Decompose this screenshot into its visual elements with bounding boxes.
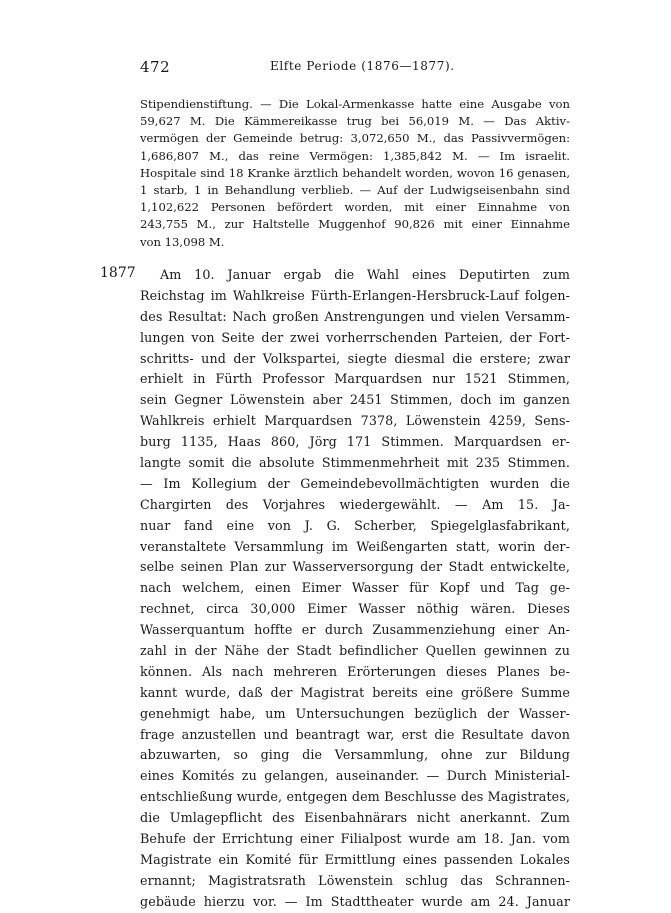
text-line: erhielt in Fürth Professor Marquardsen nur 1521 Stimmen,	[140, 371, 570, 387]
text-line: ernannt; Magistratsrath Löwenstein schlug das Schrannen-	[140, 872, 570, 888]
text-line: 59,627 M. Die Kämmereikasse trug bei 56,019 M. — Das Aktiv-	[140, 114, 570, 129]
text-line: von 13,098 M.	[140, 234, 225, 249]
text-line: Magistrate ein Komité für Ermittlung eines passenden Lokales	[140, 851, 570, 867]
margin-year: 1877	[100, 265, 136, 281]
text-line: entschließung wurde, entgegen dem Beschlusse des Magistrates,	[140, 789, 570, 805]
text-line: Behufe der Errichtung einer Filialpost wurde am 18. Jan. vom	[140, 831, 570, 847]
text-line: genehmigt habe, um Untersuchungen bezüglich der Wasser-	[140, 705, 570, 721]
text-line: Reichstag im Wahlkreise Fürth-Erlangen-Hersbruck-Lauf folgen-	[140, 287, 570, 303]
text-line: die Umlagepflicht des Eisenbahnärars nicht anerkannt. Zum	[140, 810, 570, 826]
text-line: nach welchem, einen Eimer Wasser für Kopf und Tag ge-	[140, 580, 570, 596]
text-line: rechnet, circa 30,000 Eimer Wasser nöthig wären. Dieses	[140, 601, 570, 617]
text-line: veranstaltete Versammlung im Weißengarten statt, worin der-	[140, 538, 570, 554]
text-line: sein Gegner Löwenstein aber 2451 Stimmen, doch im ganzen	[140, 392, 570, 408]
text-line: 243,755 M., zur Haltstelle Muggenhof 90,826 mit einer Einnahme	[140, 217, 570, 232]
text-line: vermögen der Gemeinde betrug: 3,072,650 M., das Passivvermögen:	[140, 131, 570, 146]
text-line: Stipendienstiftung. — Die Lokal-Armenkasse hatte eine Ausgabe von	[140, 97, 570, 111]
text-line: nuar fand eine von J. G. Scherber, Spiegelglasfabrikant,	[140, 517, 570, 533]
text-line: burg 1135, Haas 860, Jörg 171 Stimmen. Marquardsen er-	[140, 434, 570, 450]
text-line: — Im Kollegium der Gemeindebevollmächtigten wurden die	[140, 475, 570, 491]
page-number: 472	[140, 58, 171, 76]
text-line: des Resultat: Nach großen Anstrengungen und vielen Versamm-	[140, 308, 570, 324]
text-line: Wasserquantum hoffte er durch Zusammenziehung einer An-	[140, 622, 570, 638]
text-line: zahl in der Nähe der Stadt befindlicher Quellen gewinnen zu	[140, 643, 570, 659]
page-header	[140, 58, 570, 78]
text-line: 1,102,622 Personen befördert worden, mit einer Einnahme von	[140, 200, 570, 215]
main-paragraph	[140, 265, 570, 913]
running-title: Elfte Periode (1876—1877).	[270, 59, 455, 73]
text-line: frage anzustellen und beantragt war, erst die Resultate davon	[140, 726, 570, 742]
text-line: können. Als nach mehreren Erörterungen dieses Planes be-	[140, 663, 570, 679]
text-line: kannt wurde, daß der Magistrat bereits eine größere Summe	[140, 684, 570, 700]
text-line: gebäude hierzu vor. — Im Stadttheater wurde am 24. Januar	[140, 893, 570, 909]
text-line: selbe seinen Plan zur Wasserversorgung der Stadt entwickelte,	[140, 559, 570, 575]
text-line: schritts- und der Volkspartei, siegte diesmal die erstere; zwar	[140, 350, 570, 366]
text-line: langte somit die absolute Stimmenmehrheit mit 235 Stimmen.	[140, 455, 570, 471]
text-line: lungen von Seite der zwei vorherrschenden Parteien, der Fort-	[140, 329, 570, 345]
text-line: abzuwarten, so ging die Versammlung, ohne zur Bildung	[140, 747, 570, 763]
text-line: eines Komités zu gelangen, auseinander. — Durch Ministerial-	[140, 768, 570, 784]
continued-paragraph	[140, 96, 570, 251]
text-line: Chargirten des Vorjahres wiedergewählt. — Am 15. Ja-	[140, 496, 570, 512]
text-line: Wahlkreis erhielt Marquardsen 7378, Löwenstein 4259, Sens-	[140, 413, 570, 429]
text-line: 1 starb, 1 in Behandlung verblieb. — Auf der Ludwigseisenbahn sind	[140, 182, 570, 197]
text-line: Am 10. Januar ergab die Wahl eines Deputirten zum	[160, 267, 570, 282]
text-line: Hospitale sind 18 Kranke ärztlich behandelt worden, wovon 16 genasen,	[140, 165, 570, 180]
text-line: 1,686,807 M., das reine Vermögen: 1,385,842 M. — Im israelit.	[140, 148, 570, 163]
